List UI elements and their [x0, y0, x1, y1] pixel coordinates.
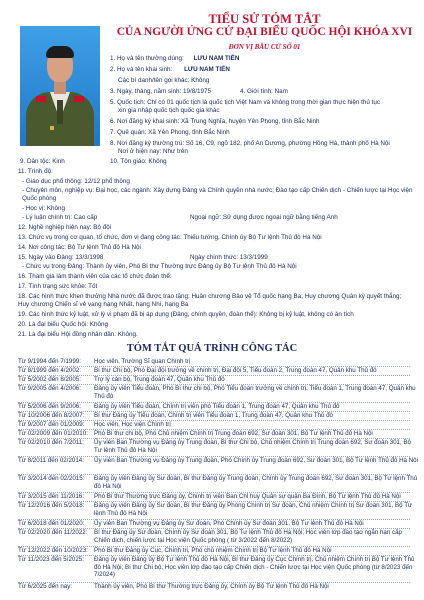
work-period: Từ 12/2016 đến 5/2018:	[18, 502, 85, 509]
collar-tab-right	[74, 96, 84, 102]
page-subtitle: CỦA NGƯỜI ỨNG CỬ ĐẠI BIỂU QUỐC HỘI KHÓA XVI	[116, 26, 413, 38]
work-period: Từ 11/2023 đến 5/2025:	[18, 556, 84, 563]
field-ethnicity: 9. Dân tộc: Kinh	[20, 158, 65, 165]
work-description: Học viên, Trường Sĩ quan Chính trị	[94, 358, 191, 365]
work-description: Bí thư Chi bộ, Phó Đại đội trưởng về chính trị, Đại đội 5, Tiểu đoàn 2, Trung đoàn 47, Quân khu Thủ đô	[94, 367, 377, 374]
work-description: Ủy viên Ban Thường vụ Đảng ủy Sư đoàn, Phó Chính ủy Sư đoàn 301, Bộ Tư lệnh Thủ đô Hà Nội	[94, 520, 364, 527]
work-history-title: TÓM TẮT QUÁ TRÌNH CÔNG TÁC	[126, 343, 298, 354]
work-description: Phó Bí thư Thường trực Đảng ủy, Chính trị viên Ban Chỉ huy Quân sự quận Ba Đình, Bộ Tư lệnh Thủ đô Hà Nội	[94, 493, 401, 500]
field-common-name	[110, 55, 239, 63]
field-party-position: - Chức vụ trong Đảng: Thành ủy viên, Phó Bí thư Thường trực Đảng ủy Bộ Tư lệnh Thủ đô Hà Nội	[22, 263, 297, 270]
work-description: Đảng ủy viên Đảng ủy Sư đoàn, Bí thư Đảng ủy Phòng Chính trị Sư đoàn, Chủ nhiệm Chính trị Sư đoàn 301, Bộ Tư lệnh Thủ đô Hà Nội	[94, 502, 413, 517]
work-period: Từ 5/2002 đến 8/2005:	[18, 376, 81, 383]
work-description: Phó Bí thư Đảng ủy Cục, Chính trị, Phó chủ nhiệm Chính trị Bộ Tư lệnh Thủ đô Hà Nội	[94, 547, 332, 554]
work-period: Từ 12/2022 đến 10/2023:	[18, 547, 88, 554]
work-period: Từ 8/2011 đến 02/2014:	[18, 457, 84, 464]
field-occupation: 12. Nghề nghiệp hiện nay: Bộ đội	[18, 224, 112, 231]
field-value: LƯU NAM TIẾN	[193, 55, 240, 62]
work-description: Đảng ủy viên Tiểu đoàn, Phó Bí thư chi bộ, Phó Tiểu đoàn trưởng về chính trị, Tiểu đoàn 1, Trung đoàn 47, Quân khu Thủ đô	[94, 385, 416, 400]
work-period: Từ 5/2006 đến 9/2006:	[18, 403, 81, 410]
work-description: Đảng ủy viên Đảng ủy Sư đoàn, Bí thư Đảng ủy Trung đoàn, Chính ủy Trung đoàn 692, Sư đoàn 301, Bộ Tư lệnh Thủ đô Hà Nội	[94, 475, 418, 490]
page-title: TIỂU SỬ TÓM TẮT	[208, 12, 321, 26]
field-label: 1. Họ và tên thường dùng:	[110, 55, 184, 62]
field-religion: 10. Tôn giáo: Không	[110, 158, 167, 165]
field-political-theory: - Lý luận chính trị: Cao cấp	[22, 214, 98, 221]
work-period: Từ 9/2005 đến 4/2006:	[18, 385, 81, 392]
work-description: Trợ lý cán bộ, Trung đoàn 47, Quân khu Thủ đô	[94, 376, 225, 383]
work-period: Từ 6/2025 đến nay:	[18, 583, 73, 590]
work-description: Đảng ủy viên Tiểu đoàn, Chính trị viên phó Tiểu đoàn 1, Trung đoàn 47, Quân khu Thủ đô	[94, 403, 340, 410]
work-period: Từ 02/2009 đến 01/2010:	[18, 430, 88, 437]
tie-shape	[57, 100, 63, 124]
work-description: Đảng ủy viên Đảng ủy Bộ Tư lệnh Thủ đô Hà Nội, Bí thư Đảng ủy Cục Chính trị, Chủ nhiệm Chính trị Bộ Tư lệnh Thủ đô Hà Nội; Bí thư Chi bộ, Học viên lớp đào tạo cấp Chiến dịch - Chiến lược tại Học viện Quốc phòng (từ 8/2023 đến 7/2024)	[94, 556, 415, 579]
field-nationality-cont: xin gia nhập quốc tịch quốc gia khác	[118, 107, 220, 114]
work-period: Từ 6/2018 đến 01/2020:	[18, 520, 85, 527]
work-description: Học viên, Học viện Chính trị	[94, 421, 171, 428]
work-period: Từ 9/1994 đến 7/1999:	[18, 358, 81, 365]
badge-shape	[50, 126, 54, 130]
field-party-join-date: 15. Ngày vào Đảng: 13/3/1998	[18, 254, 104, 261]
work-period: Từ 3/2015 đến 11/2016:	[18, 493, 84, 500]
work-description: Thành ủy viên, Phó Bí thư Thường trực Đảng ủy, Chính ủy Bộ Tư lệnh Thủ đô Hà Nội	[94, 583, 329, 590]
work-period: Từ 02/2010 đến 7/2011:	[18, 439, 84, 446]
field-foreign-language: Ngoại ngữ: Sử dụng được ngoại ngữ bằng tiếng Anh	[190, 214, 338, 221]
work-description: Ủy viên Ban Thường vụ Đảng ủy Trung đoàn, Bí thư Chi bộ, Chủ nhiệm Chính trị Trung đoàn 692, Sư đoàn 301, Bộ Tư lệnh Thủ đô Hà Nội	[94, 439, 411, 454]
field-awards: 18. Các hình thức khen thưởng Nhà nước đã được trao tặng: Huân chương Bảo vệ Tổ quốc hạng Ba; Huy chương Quân kỳ quyết thắng; Huy chương Chiến sĩ vẻ vang hạng Nhất, hạng Nhì, hạng Ba	[18, 293, 402, 308]
field-workplace: 14. Nơi công tác: Bộ Tư lệnh Thủ đô Hà Nội	[18, 244, 141, 251]
field-residence: 8. Nơi đăng ký thường trú: Số 16, C9, ngõ 182, phố An Dương, phường Hồng Hà, thành phố Hà Nội	[110, 140, 390, 147]
work-description: Phó Bí thư chi bộ, Phó Chủ nhiệm Chính trị Trung đoàn 692, Sư đoàn 301, Bộ Tư lệnh Thủ đô Hà Nội	[94, 430, 373, 437]
work-period: Từ 9/2007 đến 01/2009:	[18, 421, 85, 428]
field-degree: - Học vị: Không	[22, 205, 66, 212]
field-health: 17. Tình trạng sức khỏe: Tốt	[18, 283, 98, 290]
field-birth-registration: 6. Nơi đăng ký khai sinh: Xã Trung Nghĩa, huyện Yên Phong, tỉnh Bắc Ninh	[110, 118, 320, 125]
collar-tab-left	[36, 96, 46, 102]
work-description: Bí thư Đảng ủy Sư đoàn, Chính ủy Sư đoàn 301, Bộ Tư lệnh Thủ đô Hà Nội; Học viên lớp đào tạo ngắn hạn cấp Chiến dịch, chiến lược tại Học viện Quốc phòng ( từ 3/2022 đến 8/2022)	[94, 529, 402, 544]
work-period: Từ 10/2006 đến 8/2007:	[18, 412, 85, 419]
field-current-address: Nơi ở hiện nay: Như trên	[118, 148, 188, 155]
field-value: LƯU NAM TIẾN	[184, 66, 230, 73]
field-birth-name	[110, 66, 230, 74]
field-discipline: 19. Các hình thức kỷ luật, xử lý vi phạm đã bị áp dụng (Đảng, chính quyền, đoàn thể): Không bị kỷ luật, không có án tích	[18, 311, 354, 318]
field-position: 13. Chức vụ trong cơ quan, tổ chức, đơn vị đang công tác: Thiếu tướng, Chính ủy Bộ Tư lệnh Thủ đô Hà Nội	[18, 234, 322, 241]
field-label: 2. Họ và tên khai sinh:	[110, 66, 173, 73]
field-gender: 4. Giới tính: Nam	[240, 88, 288, 95]
field-hometown: 7. Quê quán: Xã Yên Phong, tỉnh Bắc Ninh	[110, 129, 230, 136]
field-general-education: - Giáo dục phổ thông: 12/12 phổ thông	[22, 178, 130, 185]
field-education: 11. Trình độ:	[18, 168, 53, 175]
portrait-photo	[20, 26, 100, 146]
hair-shape	[46, 46, 74, 58]
work-period: Từ 8/1999 đến 4/2002:	[18, 367, 81, 374]
work-description: Bí thư Đảng ủy Tiểu đoàn, Chính trị viên Tiểu đoàn 1, Trung đoàn 47, Quân khu Thủ đô	[94, 412, 333, 419]
work-description: Ủy viên Ban Thường vụ Đảng ủy Trung đoàn, Phó Chính ủy Trung đoàn 692, Sư đoàn 301, Bộ Tư lệnh Thủ đô Hà Nội	[94, 457, 419, 464]
field-na-delegate: 20. Là đại biểu Quốc hội: Không	[18, 321, 108, 328]
field-aliases: Các bí danh/tên gọi khác: Không	[118, 77, 210, 84]
field-birth-date: 3. Ngày, tháng, năm sinh: 19/8/1975	[110, 88, 212, 95]
field-nationality: 5. Quốc tịch: Chỉ có 01 quốc tịch là quốc tịch Việt Nam và không trong thời gian thực hiện thủ tục	[110, 99, 381, 106]
field-organizations: 16. Tham gia làm thành viên của các tổ chức đoàn thể:	[18, 273, 172, 280]
work-period: Từ 3/2014 đến 02/2015:	[18, 475, 85, 482]
election-unit: ĐƠN VỊ BẦU CỬ SỐ 01	[228, 43, 301, 51]
field-party-official-date: Ngày chính thức: 13/3/1999	[190, 254, 268, 261]
work-period: Từ 02/2020 đến 11/2022:	[18, 529, 88, 536]
field-council-delegate: 21. Là đại biểu Hội đồng nhân dân: Không.	[18, 331, 138, 338]
field-specialization: - Chuyên môn, nghiệp vụ: Đại học, các ngành: Xây dựng Đảng và Chính quyền nhà nước; Đào tạo cấp Chiến dịch - Chiến lược tại Học viện Quốc phòng	[22, 187, 413, 202]
